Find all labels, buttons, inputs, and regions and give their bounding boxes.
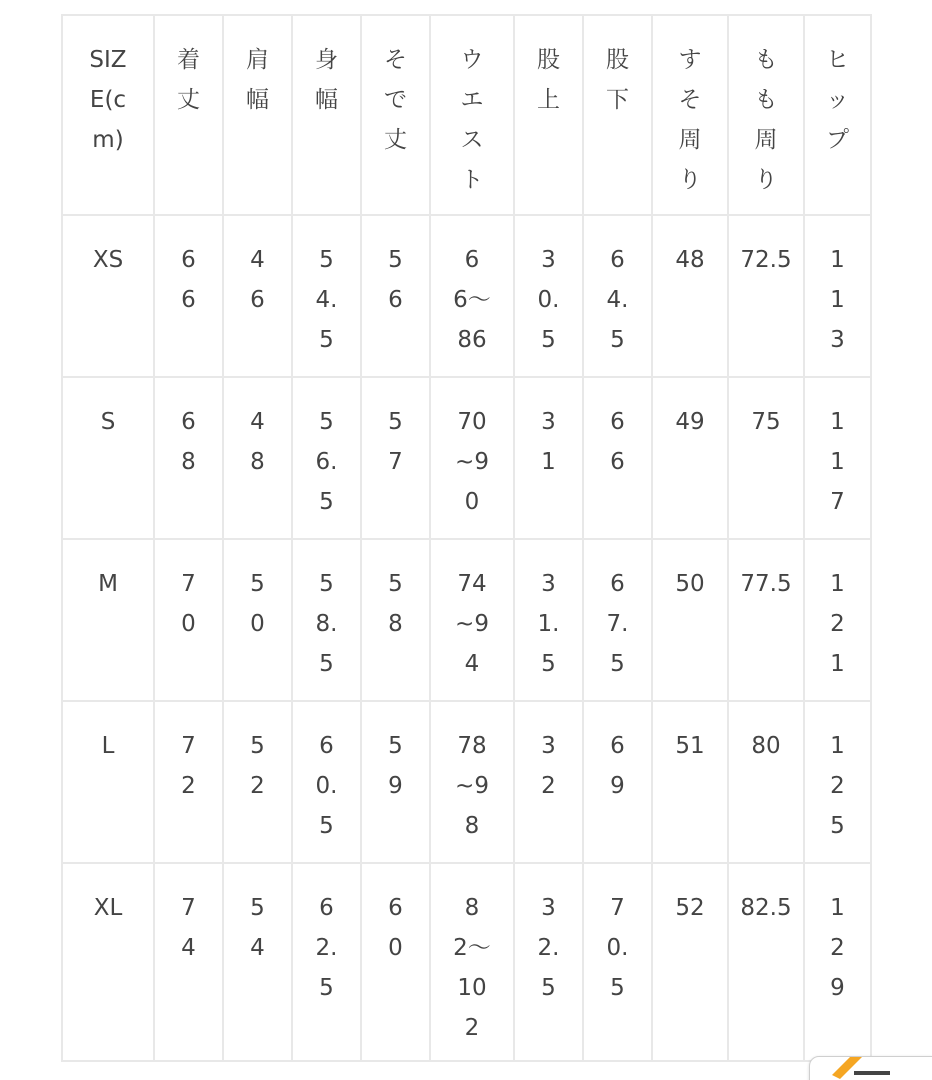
- cell-sleeve: 58: [361, 539, 430, 701]
- cell-rise: 32: [514, 701, 583, 863]
- header-cell-length: 着丈: [154, 15, 223, 215]
- header-cell-sleeve: そで丈: [361, 15, 430, 215]
- cell-size: XL: [62, 863, 154, 1061]
- cell-sleeve: 56: [361, 215, 430, 377]
- cell-size: XS: [62, 215, 154, 377]
- pencil-icon: [810, 1057, 932, 1080]
- cell-waist: 66〜86: [430, 215, 514, 377]
- cell-rise: 30.5: [514, 215, 583, 377]
- table-row: [62, 701, 871, 863]
- cell-inseam: 67.5: [583, 539, 652, 701]
- cell-shoulder: 54: [223, 863, 292, 1061]
- cell-hem: 51: [652, 701, 728, 863]
- cell-shoulder: 50: [223, 539, 292, 701]
- header-cell-rise: 股上: [514, 15, 583, 215]
- header-cell-chest: 身幅: [292, 15, 361, 215]
- cell-length: 70: [154, 539, 223, 701]
- cell-chest: 58.5: [292, 539, 361, 701]
- cell-size: M: [62, 539, 154, 701]
- cell-hem: 48: [652, 215, 728, 377]
- table-row: [62, 215, 871, 377]
- cell-rise: 31.5: [514, 539, 583, 701]
- cell-inseam: 70.5: [583, 863, 652, 1061]
- cell-chest: 54.5: [292, 215, 361, 377]
- header-cell-shoulder: 肩幅: [223, 15, 292, 215]
- cell-inseam: 66: [583, 377, 652, 539]
- table-header-row: [62, 15, 871, 215]
- cell-rise: 32.5: [514, 863, 583, 1061]
- cell-chest: 62.5: [292, 863, 361, 1061]
- edit-button[interactable]: [809, 1056, 932, 1080]
- cell-inseam: 64.5: [583, 215, 652, 377]
- cell-thigh: 72.5: [728, 215, 804, 377]
- cell-shoulder: 52: [223, 701, 292, 863]
- table-row: [62, 863, 871, 1061]
- cell-length: 68: [154, 377, 223, 539]
- header-cell-hip: ヒップ: [804, 15, 871, 215]
- cell-length: 74: [154, 863, 223, 1061]
- cell-hip: 121: [804, 539, 871, 701]
- header-cell-hem: すそ周り: [652, 15, 728, 215]
- cell-hem: 52: [652, 863, 728, 1061]
- cell-size: S: [62, 377, 154, 539]
- header-cell-inseam: 股下: [583, 15, 652, 215]
- cell-thigh: 77.5: [728, 539, 804, 701]
- cell-shoulder: 46: [223, 215, 292, 377]
- cell-hip: 129: [804, 863, 871, 1061]
- cell-waist: 82〜102: [430, 863, 514, 1061]
- cell-waist: 74~94: [430, 539, 514, 701]
- size-table: [61, 14, 872, 1062]
- cell-sleeve: 60: [361, 863, 430, 1061]
- cell-hem: 50: [652, 539, 728, 701]
- cell-length: 66: [154, 215, 223, 377]
- cell-waist: 78~98: [430, 701, 514, 863]
- cell-sleeve: 57: [361, 377, 430, 539]
- cell-waist: 70~90: [430, 377, 514, 539]
- cell-thigh: 82.5: [728, 863, 804, 1061]
- cell-inseam: 69: [583, 701, 652, 863]
- cell-thigh: 75: [728, 377, 804, 539]
- cell-shoulder: 48: [223, 377, 292, 539]
- cell-rise: 31: [514, 377, 583, 539]
- cell-chest: 56.5: [292, 377, 361, 539]
- cell-thigh: 80: [728, 701, 804, 863]
- cell-chest: 60.5: [292, 701, 361, 863]
- cell-hip: 113: [804, 215, 871, 377]
- cell-length: 72: [154, 701, 223, 863]
- cell-hip: 117: [804, 377, 871, 539]
- cell-sleeve: 59: [361, 701, 430, 863]
- cell-hem: 49: [652, 377, 728, 539]
- table-row: [62, 377, 871, 539]
- cell-hip: 125: [804, 701, 871, 863]
- header-cell-thigh: もも周り: [728, 15, 804, 215]
- header-cell-waist: ウエスト: [430, 15, 514, 215]
- table-row: [62, 539, 871, 701]
- cell-size: L: [62, 701, 154, 863]
- header-cell-size: SIZE(cm): [62, 15, 154, 215]
